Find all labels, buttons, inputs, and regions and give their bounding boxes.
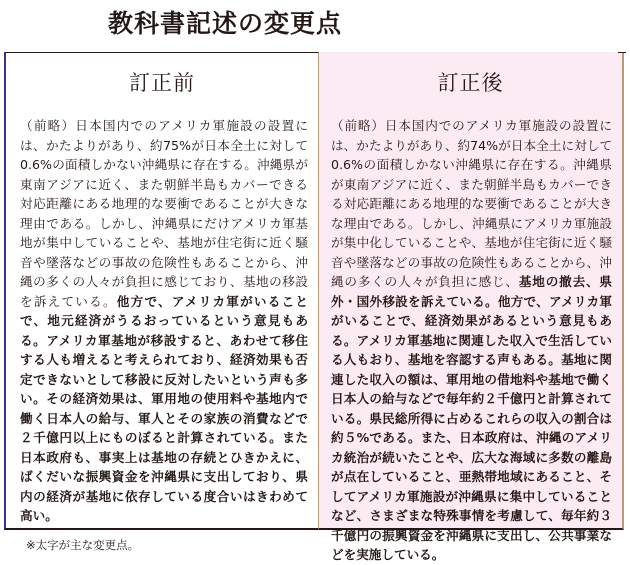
text-segment-changed: 基地の撤去、県外・国外移設を訴えている。他方で、アメリカ軍がいることで、経済効果があるという意見もある。アメリカ軍基地に関連した収入で生活している人もおり、基地を容認する声もある。基地に関連した収入の額は、軍用地の借地料や基地で働く日本人の給与などで毎年約２千億円と計算されている。県民総所得に占めるこれらの収入の割合は約５%である。また、日本政府は、沖縄のアメリカ統治が続いたことや、広大な海域に多数の離島が点在していること、亜熱帯地域にあること、そしてアメリカ軍施設が沖縄県に集中していることなど、さまざまな特殊事情を考慮して、毎年約３千億円の振興資金を沖縄県に支出し、公共事業などを実施している。 (331, 274, 613, 562)
footnote: ※太字が主な変更点。 (26, 538, 140, 552)
text-segment-regular: （前略）日本国内でのアメリカ軍施設の設置には、かたよりがあり、約75%が日本全土に対して0.6%の面積しかない沖縄県に存在する。沖縄県が東南アジアに近く、また朝鮮半島もカバーできる対応距離にある地理的な要衝であることが大きな理由である。しかし、沖縄県にだけアメリカ軍基地が集中していることや、基地が住宅街に近く騒音や墜落などの事故の危険性もあることから、沖縄の多くの人々が負担に感じており、基地の移設を訴えている。 (20, 118, 308, 309)
column-header-before: 訂正前 (129, 71, 195, 95)
column-text-after (319, 111, 622, 565)
page-title: 教科書記述の変更点 (108, 9, 343, 38)
text-segment-regular: （前略）日本国内でのアメリカ軍施設の設置には、かたよりがあり、約74%が日本全土に対して0.6%の面積しかない沖縄県に存在する。沖縄県が東南アジアに近く、また朝鮮半島もカバーできる対応距離にある地理的な要衝であることが大きな理由である。しかし、沖縄県にアメリカ軍施設が集中化していることや、基地が住宅街に近く騒音や墜落などの事故の危険性もあることから、沖縄の多くの人々が負担に感じ、 (331, 118, 612, 289)
text-segment-changed: 他方で、アメリカ軍がいることで、地元経済がうるおっているという意見もある。アメリカ軍基地が移設すると、あわせて移住する人も増えると考えられており、経済効果も否定できないとして移設に反対したいという声も多い。その経済効果は、軍用地の使用料や基地内で働く日本人の給与、軍人とその家族の消費などで２千億円以上にものぼると計算されている。また日本政府も、事実上は基地の存続とひきかえに、ばくだいな振興資金を沖縄県に支出しており、県内の経済が基地に依存している度合いはきわめて高い。 (20, 293, 309, 523)
column-after-correction (319, 52, 624, 562)
column-before-correction (4, 52, 319, 530)
column-text-before (6, 111, 318, 526)
column-header-after: 訂正後 (437, 71, 504, 95)
